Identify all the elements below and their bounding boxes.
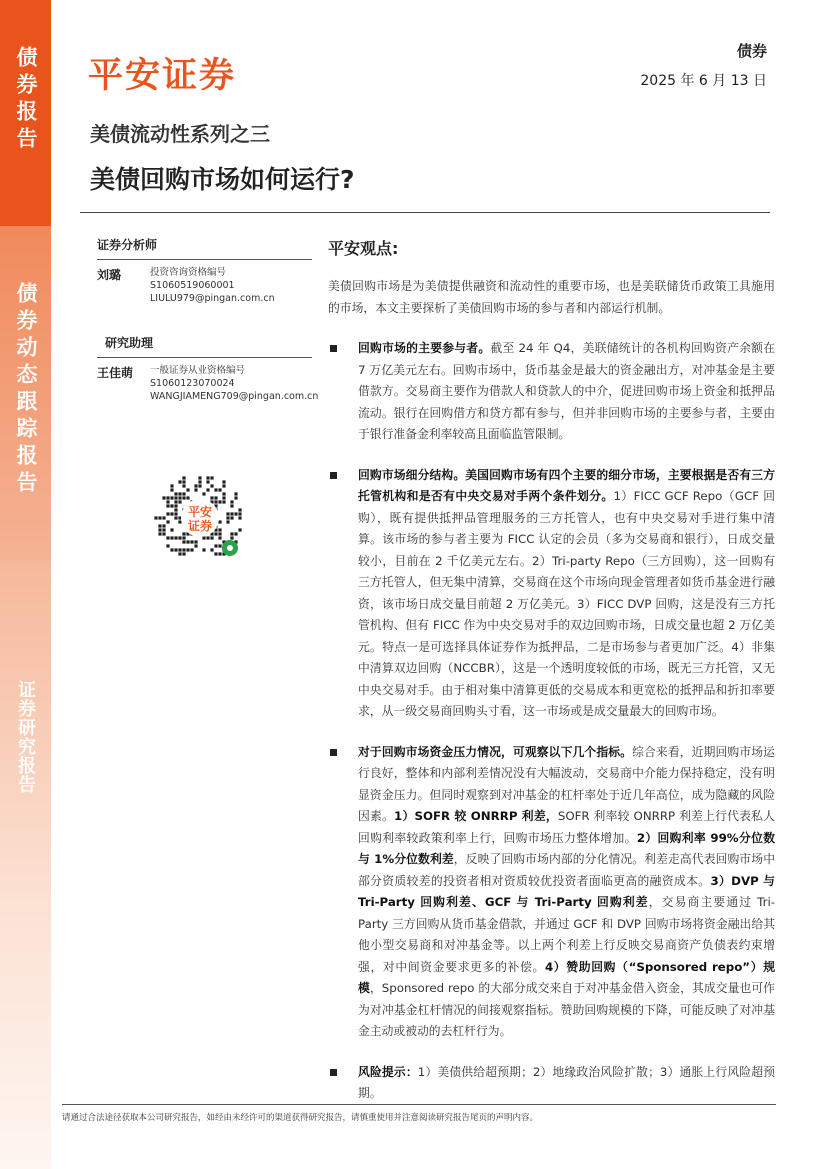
side-banner: [0, 0, 51, 1169]
qr-module: [218, 544, 221, 547]
qr-module: [162, 532, 165, 535]
qr-module: [174, 536, 177, 539]
qr-module: [158, 528, 161, 531]
assistant-info: [150, 364, 318, 403]
bullet-text: 综合来看，近期回购市场运行良好，整体和内部利差情况没有大幅波动，交易商中介能力保持稳定，没有明显资金压力。但同时观察到对冲基金的杠杆率处于近几年高位，成为隐藏的风险因素。: [358, 744, 775, 823]
qr-module: [182, 548, 185, 551]
qr-module: [158, 524, 161, 527]
qr-module: [178, 548, 181, 551]
qr-module: [190, 548, 193, 551]
qr-module: [222, 492, 225, 495]
qr-module: [210, 548, 213, 551]
qr-module: [174, 516, 177, 519]
qr-module: [174, 508, 177, 511]
qr-module: [178, 536, 181, 539]
series-title: 美债流动性系列之三: [90, 122, 270, 146]
bullet-square-icon: [330, 472, 337, 479]
qr-module: [194, 488, 197, 491]
qr-module: [178, 496, 181, 499]
analyst-cert-label: 投资咨询资格编号: [150, 267, 227, 278]
bullet-risks: [328, 1062, 775, 1105]
bullet-text: ，Sponsored repo 的大部分成交来自于对冲基金借入资金，其成交量也可作为对冲基金杠杆情况的间接观察指标。赞助回购规模的下降，可能反映了对冲基金主动或被动的去杠杆行为。: [358, 981, 775, 1038]
qr-module: [206, 476, 209, 479]
doc-type: 债券: [736, 42, 767, 60]
qr-module: [202, 548, 205, 551]
author-panel: [97, 236, 319, 404]
qr-module: [178, 552, 181, 555]
qr-module: [234, 512, 237, 515]
assistant-entry: [97, 364, 319, 404]
analyst-name: 刘璐: [97, 268, 122, 282]
qr-code[interactable]: [150, 468, 250, 568]
assistant-heading: 研究助理: [105, 336, 154, 350]
qr-module: [182, 540, 185, 543]
bullet-indicators: [328, 742, 775, 1043]
qr-module: [230, 536, 233, 539]
qr-module: [194, 540, 197, 543]
qr-module: [170, 548, 173, 551]
bullet-square-icon: [330, 345, 337, 352]
qr-module: [218, 532, 221, 535]
bullet-text: 截至 24 年 Q4，美联储统计的各机构回购资产余额在 7 万亿美元左右。回购市场中，货币基金是最大的资金融出方，对冲基金是主要借款方。交易商主要作为借款人和贷款人的中介，促进回购市场上资金和抵押品流动。银行在回购借方和贷方都有参与，但并非回购市场的主要参与者，主要由于银行准备金利率较高且面临监管限制。: [358, 341, 775, 441]
qr-module: [166, 520, 169, 523]
analyst-info: [150, 266, 275, 305]
qr-module: [214, 488, 217, 491]
qr-module: [222, 480, 225, 483]
qr-module: [166, 536, 169, 539]
qr-module: [182, 484, 185, 487]
bullet-heading: 风险提示：: [358, 1064, 418, 1079]
qr-module: [182, 492, 185, 495]
qr-module: [198, 484, 201, 487]
qr-module: [218, 552, 221, 555]
qr-module: [174, 500, 177, 503]
side-label-bond-report: 债券报告: [14, 46, 38, 154]
qr-module: [194, 484, 197, 487]
qr-module: [182, 480, 185, 483]
analyst-cert-number: S1060519060001: [150, 280, 235, 291]
header-divider: [80, 212, 770, 213]
bullet-heading: 回购市场细分结构。美国回购市场有四个主要的细分市场，主要根据是否有三方托管机构和是否有中央交易对手两个条件划分。: [358, 467, 775, 503]
bullet-segments: [328, 465, 775, 723]
indicator-3: 3）DVP 与 Tri-Party 回购利差、GCF 与 Tri-Party 回购利差: [358, 873, 775, 909]
qr-module: [186, 488, 189, 491]
qr-module: [214, 500, 217, 503]
qr-module: [194, 544, 197, 547]
bullet-text: SOFR 利率较 ONRRP 利差上行代表私人回购利率较政策利率上行，回购市场压力整体增加。: [358, 809, 775, 845]
bullet-participants: [328, 338, 775, 446]
analyst-entry: [97, 266, 312, 306]
bullet-heading: 回购市场的主要参与者。: [358, 341, 491, 355]
qr-module: [154, 516, 157, 519]
qr-module: [238, 508, 241, 511]
qr-module: [170, 496, 173, 499]
qr-module: [222, 496, 225, 499]
qr-module: [182, 532, 185, 535]
qr-module: [198, 476, 201, 479]
qr-module: [182, 496, 185, 499]
assistant-email[interactable]: WANGJIAMENG709@pingan.com.cn: [150, 391, 319, 402]
qr-module: [206, 488, 209, 491]
qr-module: [230, 512, 233, 515]
main-content: [328, 236, 775, 1105]
qr-module: [174, 548, 177, 551]
qr-module: [170, 528, 173, 531]
qr-module: [230, 516, 233, 519]
qr-module: [214, 496, 217, 499]
assistant-divider: [97, 357, 312, 358]
bullet-text: 1）美债供给超预期；2）地缘政治风险扩散；3）通胀上行风险超预期。: [358, 1064, 775, 1100]
analyst-divider: [97, 259, 312, 260]
qr-module: [166, 512, 169, 515]
qr-module: [166, 496, 169, 499]
qr-module: [218, 520, 221, 523]
qr-module: [222, 500, 225, 503]
qr-module: [158, 516, 161, 519]
bullet-text: ，交易商主要通过 Tri-Party 三方回购从货币基金借款，并通过 GCF 和 DVP 回购市场将资金融出给其他小型交易商和对冲基金等。以上两个利差上行反映交易商资产负债表约束增强，对中间资金要求更多的补偿。: [358, 895, 776, 974]
qr-module: [170, 488, 173, 491]
bullet-text: ，反映了回购市场内部的分化情况。利差走高代表回购市场中部分资质较差的投资者相对资质较优投资者面临更高的融资成本。: [358, 852, 775, 888]
intro-paragraph: 美债回购市场是为美债提供融资和流动性的重要市场，也是美联储货币政策工具施用的市场，本文主要探析了美债回购市场的参与者和内部运行机制。: [328, 279, 775, 315]
qr-module: [202, 492, 205, 495]
bullet-text: 1）FICC GCF Repo（GCF 回购），既有提供抵押品管理服务的三方托管人，也有中央交易对手进行集中清算。该市场的参与者主要为 FICC 认定的会员（多为交易商和银行），日成交量较小，目前在 2 千亿美元左右。2）Tri-party Repo（三方回购），这一回购有三方托管人，但无集中清算，交易商在这个市场向现金管理者如货币基金进行融资，该市场日成交量目前超 2 万亿美元。3）FICC DVP 回购，这是没有三方托管机构、但有 FICC 作为中央交易对手的双边回购市场，日成交量也超 2 万亿美元。特点一是可选择具体证券作为抵押品，二是市场参与者更加广泛。4）非集中清算双边回购（NCCBR），这是一个透明度较低的市场，既无三方托管，又无中央交易对手。由于相对集中清算更低的交易成本和更宽松的抵押品和折扣率要求，从一级交易商回购头寸看，这一市场或是成交量最大的回购市场。: [358, 489, 775, 718]
qr-module: [230, 500, 233, 503]
indicator-2: 2）回购利率 99%分位数与 1%分位数利差: [358, 830, 775, 866]
qr-module: [166, 544, 169, 547]
qr-module: [238, 528, 241, 531]
qr-module: [162, 528, 165, 531]
qr-module: [190, 540, 193, 543]
footer-divider: [62, 1104, 776, 1105]
qr-module: [162, 524, 165, 527]
qr-module: [198, 480, 201, 483]
qr-module: [182, 552, 185, 555]
indicator-4: 4）赞助回购（“Sponsored repo”）规模: [358, 959, 775, 995]
qr-module: [178, 492, 181, 495]
qr-module: [202, 536, 205, 539]
qr-module: [186, 540, 189, 543]
qr-module: [218, 488, 221, 491]
qr-module: [210, 484, 213, 487]
qr-module: [226, 512, 229, 515]
qr-module: [226, 516, 229, 519]
footer-disclaimer: 请通过合法途径获取本公司研究报告，如经由未经许可的渠道获得研究报告，请慎重使用并注意阅读研究报告尾页的声明内容。: [62, 1113, 539, 1123]
analyst-heading: 证券分析师: [97, 238, 158, 252]
qr-module: [210, 476, 213, 479]
qr-module: [158, 532, 161, 535]
qr-module: [186, 548, 189, 551]
qr-module: [166, 500, 169, 503]
bullet-square-icon: [330, 1069, 337, 1076]
view-heading: 平安观点:: [328, 239, 399, 258]
qr-module: [226, 520, 229, 523]
qr-module: [178, 520, 181, 523]
qr-module: [230, 504, 233, 507]
qr-module: [170, 512, 173, 515]
qr-module: [182, 476, 185, 479]
qr-module: [170, 504, 173, 507]
indicator-1: 1）SOFR 较 ONRRP 利差，: [394, 809, 558, 823]
qr-module: [178, 480, 181, 483]
assistant-cert-label: 一般证券从业资格编号: [150, 365, 246, 376]
qr-label-top: 平安: [187, 505, 213, 519]
qr-module: [218, 536, 221, 539]
qr-module: [234, 532, 237, 535]
qr-label-bottom: 证券: [187, 519, 213, 533]
qr-module: [166, 504, 169, 507]
brand-logo: 平安证券: [88, 56, 237, 96]
qr-module: [238, 516, 241, 519]
qr-module: [210, 496, 213, 499]
side-label-research-report: 证券研究报告: [15, 680, 36, 794]
assistant-cert-number: S1060123070024: [150, 378, 235, 389]
qr-module: [186, 496, 189, 499]
qr-module: [238, 512, 241, 515]
qr-module: [214, 552, 217, 555]
report-date: 2025 年 6 月 13 日: [640, 73, 767, 89]
qr-module: [230, 532, 233, 535]
side-label-bond-tracking: 债券动态跟踪报告: [14, 282, 38, 498]
qr-module: [162, 516, 165, 519]
qr-module: [174, 496, 177, 499]
qr-module: [214, 544, 217, 547]
qr-module: [206, 480, 209, 483]
qr-module: [222, 484, 225, 487]
qr-module: [174, 492, 177, 495]
qr-module: [234, 492, 237, 495]
qr-module: [218, 500, 221, 503]
qr-module: [170, 536, 173, 539]
analyst-email[interactable]: LIULU979@pingan.com.cn: [150, 293, 275, 304]
qr-module: [162, 496, 165, 499]
qr-module: [218, 528, 221, 531]
qr-module: [214, 532, 217, 535]
bullet-heading: 对于回购市场资金压力情况，可观察以下几个指标。: [358, 744, 633, 759]
bullet-square-icon: [330, 749, 337, 756]
qr-module: [174, 504, 177, 507]
page-title: 美债回购市场如何运行?: [90, 165, 355, 194]
side-banner-bottom: [0, 560, 51, 1169]
qr-module: [210, 536, 213, 539]
qr-module: [206, 536, 209, 539]
assistant-name: 王佳萌: [97, 366, 134, 380]
qr-module: [170, 484, 173, 487]
qr-module: [234, 496, 237, 499]
qr-module: [174, 512, 177, 515]
qr-module: [178, 500, 181, 503]
qr-module: [182, 536, 185, 539]
